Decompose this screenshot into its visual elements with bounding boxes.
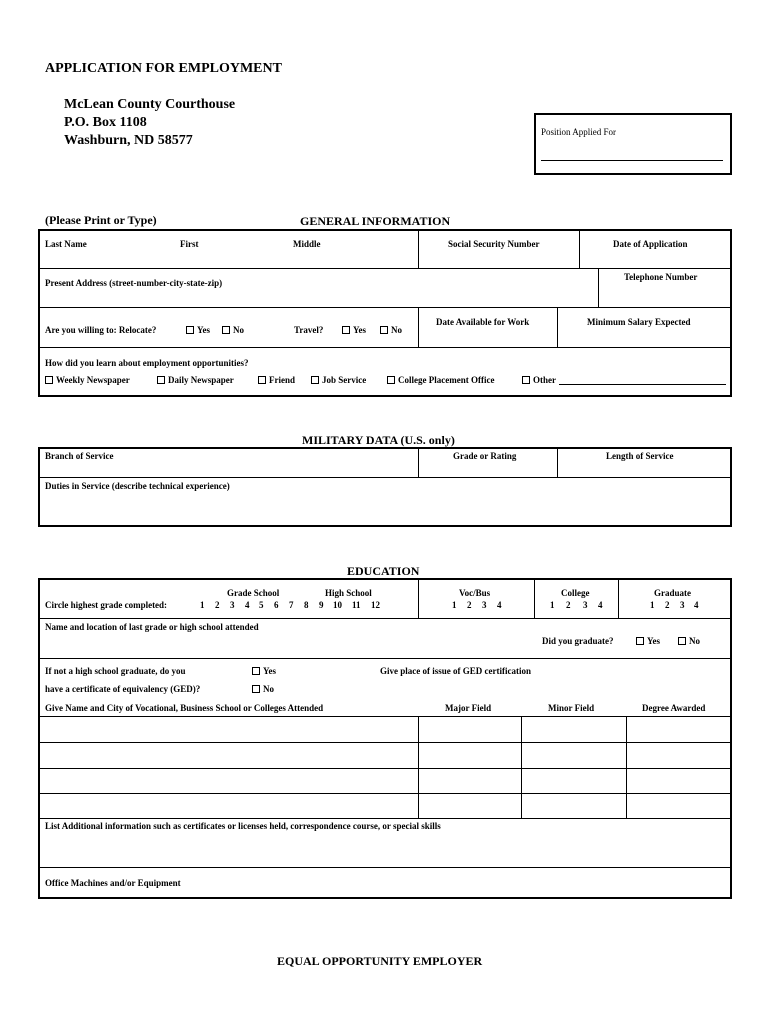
grade-3[interactable]: 3 [230, 600, 235, 610]
grade-10[interactable]: 10 [333, 600, 342, 610]
checkbox-icon [380, 326, 388, 334]
edu-vline-2 [534, 579, 535, 618]
edu-divider-3 [39, 716, 731, 717]
edu-vline-3 [618, 579, 619, 618]
graduated-yes-checkbox[interactable]: Yes [636, 636, 660, 646]
grade-11[interactable]: 11 [352, 600, 361, 610]
vocational-label: Give Name and City of Vocational, Business School or Colleges Attended [45, 703, 324, 713]
graduate-year-3[interactable]: 3 [680, 600, 685, 610]
checkbox-icon [186, 326, 194, 334]
source-friend-checkbox[interactable]: Friend [258, 375, 295, 385]
how-learn-question: How did you learn about employment opportunities? [45, 358, 249, 368]
edu-divider-1 [39, 618, 731, 619]
travel-no-checkbox[interactable]: No [380, 325, 402, 335]
position-label: Position Applied For [541, 127, 617, 137]
grade-6[interactable]: 6 [274, 600, 279, 610]
first-name-field[interactable]: First [180, 239, 199, 249]
ged-place-field[interactable]: Give place of issue of GED certification [380, 666, 531, 676]
voc-year-1[interactable]: 1 [452, 600, 457, 610]
org-city: Washburn, ND 58577 [64, 133, 193, 148]
source-job-service-checkbox[interactable]: Job Service [311, 375, 366, 385]
school-row-4[interactable] [40, 795, 417, 817]
ged-question-line2: have a certificate of equivalency (GED)? [45, 684, 201, 694]
checkbox-icon [387, 376, 395, 384]
general-divider-3 [39, 347, 731, 348]
address-field[interactable]: Present Address (street-number-city-state-zip) [45, 278, 223, 288]
edu-divider-7 [39, 818, 731, 819]
travel-yes-checkbox[interactable]: Yes [342, 325, 366, 335]
source-weekly-newspaper-checkbox[interactable]: Weekly Newspaper [45, 375, 130, 385]
military-vline-1 [418, 448, 419, 477]
edu-divider-6 [39, 793, 731, 794]
org-name: McLean County Courthouse [64, 97, 236, 112]
checkbox-icon [252, 667, 260, 675]
edu-divider-4 [39, 742, 731, 743]
checkbox-icon [258, 376, 266, 384]
telephone-field[interactable]: Telephone Number [624, 272, 698, 282]
edu-divider-8 [39, 867, 731, 868]
circle-grade-label: Circle highest grade completed: [45, 600, 168, 610]
checkbox-icon [311, 376, 319, 384]
grade-12[interactable]: 12 [371, 600, 380, 610]
branch-field[interactable]: Branch of Service [45, 451, 114, 461]
edu-divider-2 [39, 658, 731, 659]
relocate-question: Are you willing to: Relocate? [45, 325, 157, 335]
checkbox-icon [342, 326, 350, 334]
grade-rating-field[interactable]: Grade or Rating [453, 451, 517, 461]
school-row-3[interactable] [40, 770, 417, 792]
minor-field-label: Minor Field [548, 703, 595, 713]
org-po-box: P.O. Box 1108 [64, 115, 147, 130]
graduate-label: Graduate [654, 588, 691, 598]
edu-vline-4 [418, 717, 419, 818]
source-college-placement-checkbox[interactable]: College Placement Office [387, 375, 494, 385]
grade-1[interactable]: 1 [200, 600, 205, 610]
ged-yes-checkbox[interactable]: Yes [252, 666, 276, 676]
checkbox-icon [678, 637, 686, 645]
did-graduate-question: Did you graduate? [542, 636, 614, 646]
general-vline-5 [557, 308, 558, 347]
voc-year-2[interactable]: 2 [467, 600, 472, 610]
checkbox-icon [636, 637, 644, 645]
high-school-label: High School [325, 588, 372, 598]
graduate-year-1[interactable]: 1 [650, 600, 655, 610]
office-machines-field[interactable]: Office Machines and/or Equipment [45, 878, 181, 888]
other-source-blank[interactable] [559, 376, 726, 385]
degree-awarded-label: Degree Awarded [642, 703, 706, 713]
grade-2[interactable]: 2 [215, 600, 220, 610]
college-year-2[interactable]: 2 [566, 600, 571, 610]
edu-divider-5 [39, 768, 731, 769]
grade-5[interactable]: 5 [259, 600, 264, 610]
relocate-yes-checkbox[interactable]: Yes [186, 325, 210, 335]
school-row-1[interactable] [40, 719, 417, 741]
position-input[interactable] [541, 160, 723, 161]
middle-name-field[interactable]: Middle [293, 239, 321, 249]
grade-8[interactable]: 8 [304, 600, 309, 610]
edu-vline-5 [521, 717, 522, 818]
edu-vline-1 [418, 579, 419, 618]
voc-year-3[interactable]: 3 [482, 600, 487, 610]
grade-9[interactable]: 9 [319, 600, 324, 610]
date-application-field[interactable]: Date of Application [613, 239, 688, 249]
checkbox-icon [45, 376, 53, 384]
checkbox-icon [252, 685, 260, 693]
date-available-field[interactable]: Date Available for Work [436, 317, 530, 327]
voc-bus-label: Voc/Bus [459, 588, 491, 598]
edu-vline-6 [626, 717, 627, 818]
voc-year-4[interactable]: 4 [497, 600, 502, 610]
grade-4[interactable]: 4 [245, 600, 250, 610]
general-vline-1 [418, 230, 419, 268]
education-heading: EDUCATION [347, 564, 420, 578]
college-label: College [561, 588, 590, 598]
checkbox-icon [157, 376, 165, 384]
ged-question-line1: If not a high school graduate, do you [45, 666, 186, 676]
grade-school-label: Grade School [227, 588, 280, 598]
checkbox-icon [522, 376, 530, 384]
last-school-field[interactable]: Name and location of last grade or high school attended [45, 622, 259, 632]
graduate-year-2[interactable]: 2 [665, 600, 670, 610]
military-divider [39, 477, 731, 478]
duties-field[interactable]: Duties in Service (describe technical experience) [45, 481, 230, 491]
grade-7[interactable]: 7 [289, 600, 294, 610]
position-box [534, 113, 732, 175]
military-heading: MILITARY DATA (U.S. only) [302, 433, 455, 447]
relocate-no-checkbox[interactable]: No [222, 325, 244, 335]
college-year-3[interactable]: 3 [583, 600, 588, 610]
graduate-year-4[interactable]: 4 [694, 600, 699, 610]
checkbox-icon [222, 326, 230, 334]
general-box [38, 229, 732, 397]
college-year-4[interactable]: 4 [598, 600, 603, 610]
graduated-no-checkbox[interactable]: No [678, 636, 700, 646]
ssn-field[interactable]: Social Security Number [448, 239, 540, 249]
general-divider-1 [39, 268, 731, 269]
major-field-label: Major Field [445, 703, 492, 713]
last-name-field[interactable]: Last Name [45, 239, 87, 249]
min-salary-field[interactable]: Minimum Salary Expected [587, 317, 691, 327]
travel-question: Travel? [294, 325, 324, 335]
source-daily-newspaper-checkbox[interactable]: Daily Newspaper [157, 375, 234, 385]
general-heading: GENERAL INFORMATION [300, 214, 451, 228]
eoe-footer: EQUAL OPPORTUNITY EMPLOYER [277, 954, 483, 968]
form-title: APPLICATION FOR EMPLOYMENT [45, 61, 282, 76]
general-vline-2 [579, 230, 580, 268]
general-divider-2 [39, 307, 731, 308]
print-note: (Please Print or Type) [45, 213, 157, 227]
source-other-checkbox[interactable]: Other [522, 375, 726, 385]
general-vline-3 [598, 269, 599, 307]
school-row-2[interactable] [40, 744, 417, 766]
length-service-field[interactable]: Length of Service [606, 451, 674, 461]
ged-no-checkbox[interactable]: No [252, 684, 274, 694]
military-vline-2 [557, 448, 558, 477]
college-year-1[interactable]: 1 [550, 600, 555, 610]
general-vline-4 [418, 308, 419, 347]
additional-info-field[interactable]: List Additional information such as certificates or licenses held, correspondence course, or special skills [45, 821, 441, 831]
